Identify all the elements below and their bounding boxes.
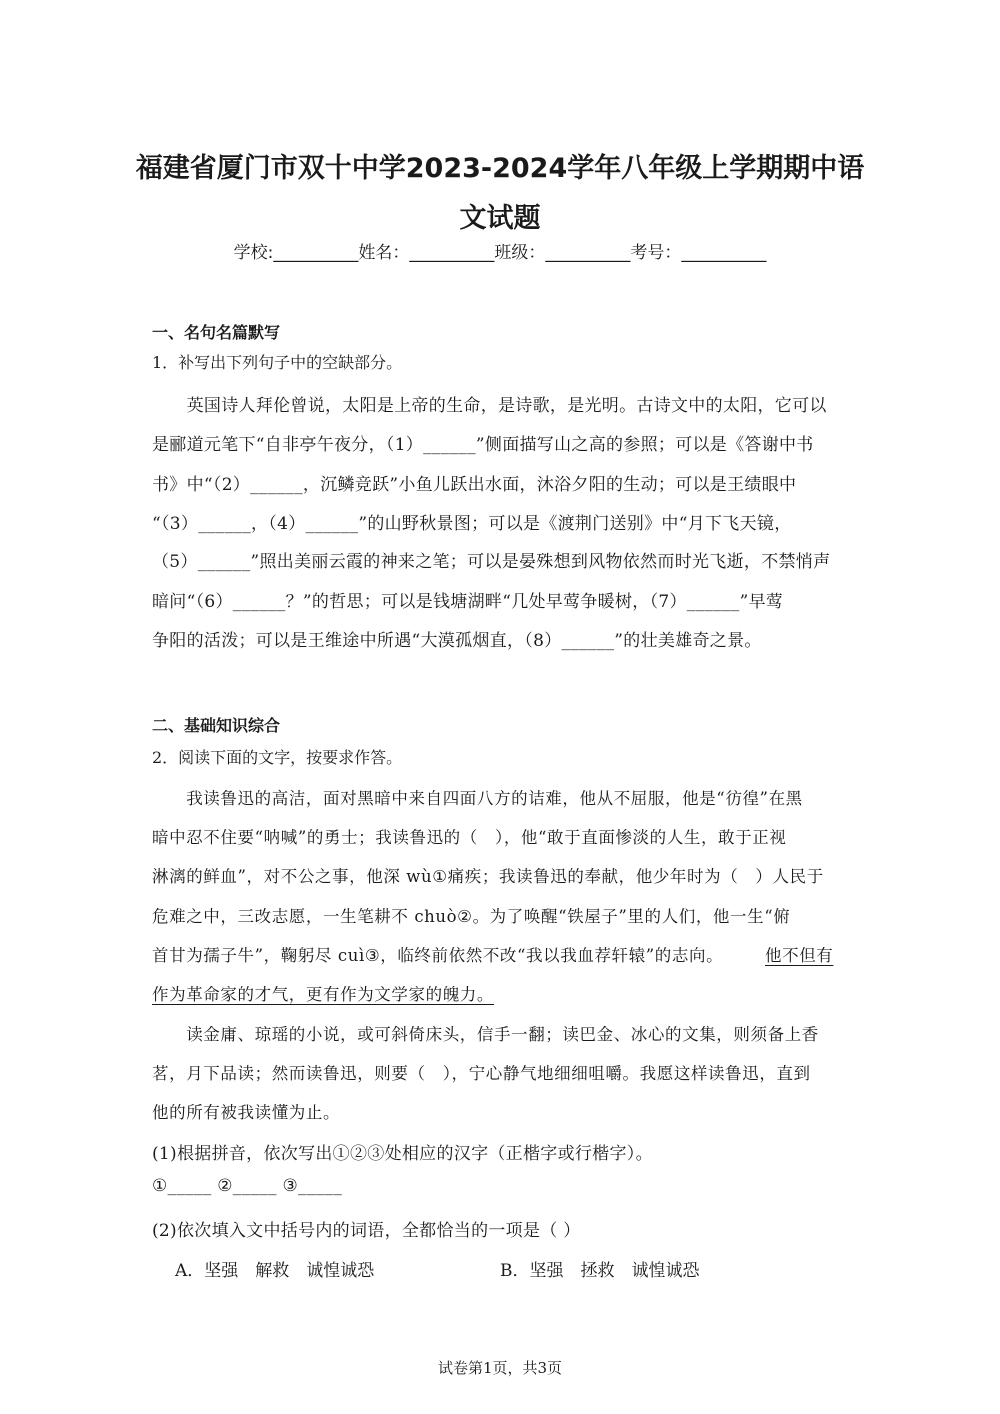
page-footer: 试卷第1页，共3页 [437,1359,563,1377]
question-2-prompt: 2．阅读下面的文字，按要求作答。 [152,748,403,767]
section-1-line: 英国诗人拜伦曾说，太阳是上帝的生命，是诗歌，是光明。古诗文中的太阳，它可以 [152,396,827,416]
section-1-line: 暗问“（6）______？”的哲思；可以是钱塘湖畔“几处早莺争暖树，（7）______”早莺 [152,592,784,612]
option-b: B．坚强 拯救 诚惶诚恐 [500,1261,700,1281]
section-1-line: （5）______”照出美丽云霞的神来之笔；可以是晏殊想到风物依然而时光飞逝，不禁悄声 [152,552,831,572]
sub-question-2: (2)依次填入文中括号内的词语，全都恰当的一项是（ ） [152,1221,581,1241]
option-a: A．坚强 解救 诚惶诚恐 [175,1261,375,1281]
passage-line: 危难之中，三改志愿，一生笔耕不 chuò②。为了唤醒“铁屋子”里的人们，他一生“俯 [152,907,791,926]
section-1-line: “（3）______，（4）______”的山野秋景图；可以是《渡荆门送别》中“月下飞天镜， [152,514,792,534]
sub-question-1: (1)根据拼音，依次写出①②③处相应的汉字（正楷字或行楷字）。 [152,1144,653,1164]
section-2-heading: 二、基础知识综合 [152,716,281,735]
passage-line: 淋漓的鲜血”，对不公之事，他深 wù①痛疾；我读鲁迅的奉献，他少年时为（ ）人民于 [152,867,824,886]
section-1-line: 争阳的活泼；可以是王维途中所遇“大漠孤烟直，（8）______”的壮美雄奇之景。 [152,631,762,651]
passage-line: 暗中忍不住要“呐喊”的勇士；我读鲁迅的（ ），他“敢于直面惨淡的人生，敢于正视 [152,828,787,847]
section-1-line: 是郦道元笔下“自非亭午夜分，（1）______”侧面描写山之高的参照；可以是《答谢中书 [152,435,814,455]
section-1-heading: 一、名句名篇默写 [152,323,281,342]
page-title-line-2: 文试题 [459,203,541,234]
passage-line: 我读鲁迅的高洁，面对黑暗中来自四面八方的诘难，他从不屈服，他是“彷徨”在黑 [152,789,803,808]
page-title-line-1: 福建省厦门市双十中学2023-2024学年八年级上学期期中语 [135,153,865,184]
passage-line: 读金庸、琼瑶的小说，或可斜倚床头，信手一翻；读巴金、冰心的文集，则须备上香 [152,1025,819,1044]
passage-line: 他的所有被我读懂为止。 [152,1103,341,1122]
underlined-sentence-part-1: 他不但有 [765,946,834,965]
question-1-prompt: 1．补写出下列句子中的空缺部分。 [152,353,403,372]
underlined-sentence-part-2: 作为革命家的才气，更有作为文学家的魄力。 [152,985,494,1004]
passage-line: 茗，月下品读；然而读鲁迅，则要（ ），宁心静气地细细咀嚼。我愿这样读鲁迅，直到 [152,1064,811,1083]
passage-line: 首甘为孺子牛”，鞠躬尽 cuì③，临终前依然不改“我以我血荐轩辕”的志向。 [152,946,724,965]
answer-blanks: ①_____ ②_____ ③_____ [152,1176,343,1196]
section-1-line: 书》中“（2）______，沉鳞竞跃”小鱼儿跃出水面，沐浴夕阳的生动；可以是王绩眼中 [152,475,797,495]
student-info-line: 学校:__________姓名：__________班级：__________考号：__________ [233,243,767,263]
